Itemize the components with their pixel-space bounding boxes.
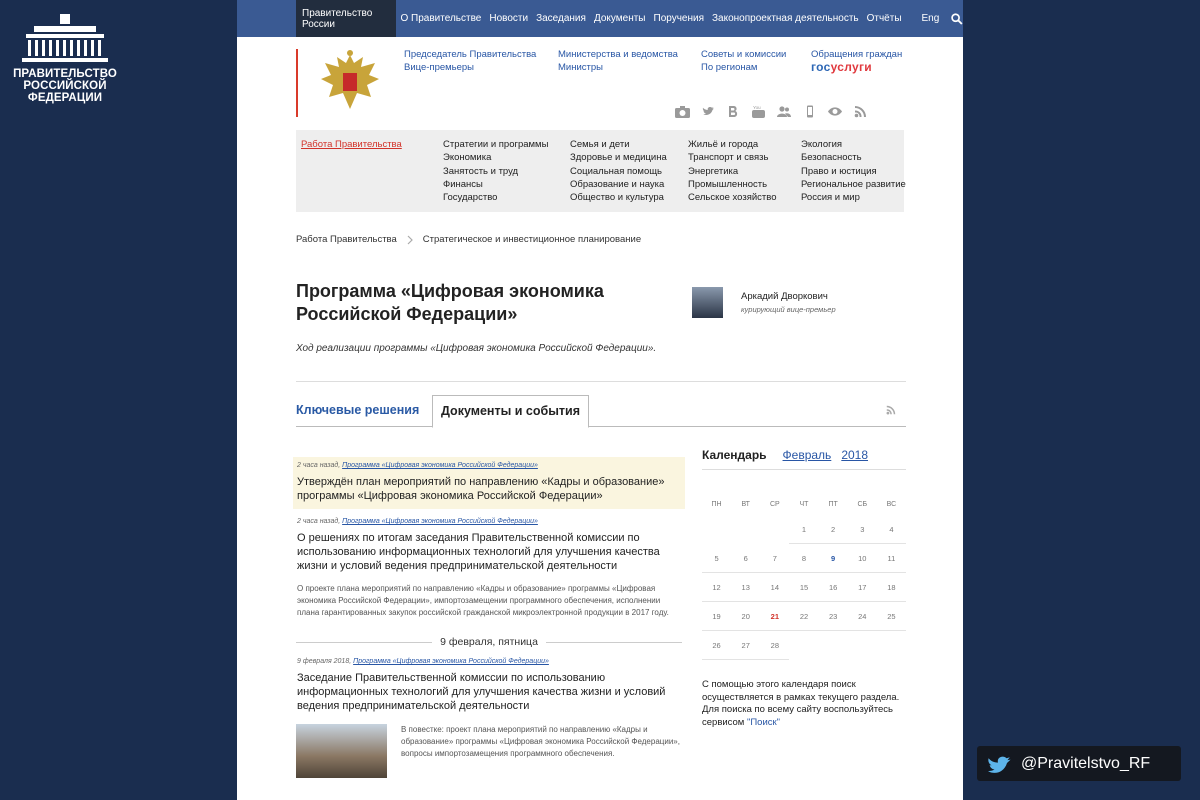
eye-icon[interactable] [828,105,842,118]
news-time: 9 февраля 2018, [297,658,352,665]
calendar-day[interactable]: 7 [760,544,789,573]
gosuslugi-logo-part-2: услуги [830,60,872,74]
curator-block[interactable] [692,287,836,318]
date-separator-line [546,642,682,643]
youtube-icon[interactable] [752,105,765,118]
calendar-day[interactable]: 5 [702,544,731,573]
calendar-day[interactable]: 15 [789,573,818,602]
menu-item[interactable]: Транспорт и связь [688,152,769,164]
menu-col-3 [688,138,777,204]
calendar-day[interactable]: 11 [877,544,906,573]
breadcrumb-item-1[interactable]: Работа Правительства [296,234,397,245]
language-switch[interactable]: Eng [921,13,940,24]
tab-documents-events[interactable]: Документы и события [432,395,589,428]
calendar-note [702,679,906,730]
menu-item[interactable]: Жильё и города [688,139,759,150]
menu-item[interactable]: Безопасность [801,152,862,164]
page-subtitle: Ход реализации программы «Цифровая экономика Российской Федерации». [296,343,657,354]
top-nav [237,0,963,37]
news-title[interactable]: Утверждён план мероприятий по направлению «Кадры и образование» программы «Цифровая экономика Российской Федерации» [297,476,665,502]
menu-item[interactable]: Социальная помощь [570,165,662,177]
news-time: 2 часа назад, [297,518,341,525]
calendar-note-text: С помощью этого календаря поиск осуществляется в рамках текущего раздела. Для поиска по всему сайту воспользуйтесь сервисом [702,679,900,729]
coat-of-arms-icon[interactable] [317,49,383,117]
news-thumbnail[interactable] [296,724,387,778]
calendar-day[interactable]: 27 [731,631,760,660]
calendar-day[interactable]: 20 [731,602,760,631]
header-accent-bar [296,49,298,117]
date-separator [296,636,682,648]
calendar-weekday: ПТ [828,501,838,508]
news-meta [297,518,681,525]
date-separator-label: 9 февраля, пятница [440,636,538,648]
calendar-day[interactable]: 10 [848,544,877,573]
page-title: Программа «Цифровая экономика Российской Федерации» [296,281,604,324]
chevron-right-icon [407,235,413,245]
calendar-day[interactable]: 8 [789,544,818,573]
menu-item[interactable]: Промышленность [688,178,768,190]
calendar-grid [702,495,906,660]
news-body [296,724,682,778]
nav-item-legislation[interactable]: Законопроектная деятельность [712,13,859,24]
calendar-day[interactable]: 14 [760,573,789,602]
camera-icon[interactable] [675,105,690,118]
twitter-badge[interactable] [977,746,1181,781]
menu-item[interactable]: Стратегии и программы [443,139,549,150]
link-councils[interactable]: Советы и комиссии [701,49,787,60]
social-icons [675,105,867,118]
calendar-weekday: ВТ [741,501,750,508]
calendar-weekday: СБ [857,501,868,508]
divider [296,381,906,382]
news-item[interactable] [293,518,685,619]
menu-item[interactable]: Экология [801,139,843,150]
menu-item[interactable]: Региональное развитие [801,178,906,190]
calendar-header [702,448,906,470]
calendar-empty-cell [702,515,731,544]
menu-item[interactable]: Образование и наука [570,178,665,190]
site-header [237,37,963,130]
menu-item-government-work[interactable]: Работа Правительства [301,139,402,150]
news-text: В повестке: проект плана мероприятий по направлению «Кадры и образование» программы «Цифровая экономика Российской Федерации», вопросы импортозамещения программного обеспечения. [401,725,680,758]
rss-icon[interactable] [854,105,867,118]
calendar-day[interactable]: 13 [731,573,760,602]
news-meta [297,658,681,665]
menu-item[interactable]: Финансы [443,178,483,190]
link-ministries[interactable]: Министерства и ведомства [558,49,678,60]
calendar [702,448,906,660]
government-building-icon [22,14,108,62]
news-meta [297,462,681,469]
page-container [237,0,963,800]
calendar-day[interactable]: 16 [819,573,848,602]
menu-item[interactable]: Занятость и труд [443,165,519,177]
curator-role: курирующий вице-премьер [741,305,836,314]
date-separator-line [296,642,432,643]
menu-item[interactable]: Энергетика [688,165,739,177]
rss-icon[interactable] [886,405,896,415]
tab-key-decisions[interactable]: Ключевые решения [296,403,420,417]
calendar-day[interactable]: 9 [819,544,848,573]
calendar-weekday: ЧТ [799,501,809,508]
calendar-day[interactable]: 2 [819,515,848,544]
calendar-day[interactable]: 23 [819,602,848,631]
brand-logo[interactable] [10,14,120,104]
news-item[interactable] [293,658,685,713]
calendar-weekday: ПН [711,501,722,508]
nav-item-orders[interactable]: Поручения [653,13,704,24]
calendar-day[interactable]: 28 [760,631,789,660]
search-service-link[interactable]: "Поиск" [746,717,781,729]
calendar-day[interactable]: 4 [877,515,906,544]
gosuslugi-logo-part-1: гос [811,60,831,74]
menu-item[interactable]: Экономика [443,152,492,164]
menu-col-2 [570,138,667,204]
calendar-month-select[interactable]: Февраль [782,448,832,462]
header-links-col-1 [404,48,536,74]
link-chairman[interactable]: Председатель Правительства [404,49,537,60]
menu-item[interactable]: Государство [443,192,498,204]
nav-item-reports[interactable]: Отчёты [866,13,902,24]
calendar-day[interactable]: 19 [702,602,731,631]
calendar-day[interactable]: 17 [848,573,877,602]
calendar-day[interactable]: 21 [760,602,789,631]
calendar-day[interactable]: 3 [848,515,877,544]
menu-item[interactable]: Общество и культура [570,192,664,204]
calendar-heading: Календарь [702,448,767,462]
header-links-col-2 [558,48,678,74]
calendar-day[interactable]: 24 [848,602,877,631]
header-links-col-3 [701,48,786,74]
link-vice-premiers[interactable]: Вице-премьеры [404,62,475,73]
menu-item[interactable]: Россия и мир [801,192,860,204]
nav-item-documents[interactable]: Документы [593,13,646,24]
news-title[interactable]: О решениях по итогам заседания Правительственной комиссии по использованию информационных технологий для улучшения качества жизни и условий ведения предпринимательской деятельности [297,532,660,572]
news-source-link[interactable]: Программа «Цифровая экономика Российской Федерации» [342,462,538,469]
menu-item[interactable]: Сельское хозяйство [688,192,777,204]
news-title[interactable]: Заседание Правительственной комиссии по использованию информационных технологий для улучшения качества жизни и условий ведения предпринимательской деятельности [297,672,666,712]
twitter-handle: @Pravitelstvo_RF [1021,754,1151,772]
calendar-empty-cell [731,515,760,544]
news-text: О проекте плана мероприятий по направлению «Кадры и образование» программы «Цифровая экономика Российской Федерации», импортозамещении программного обеспечения, исполнении плана гарантированных закупок российской гражданской микроэлектронной продукции в 2017 году. [297,584,669,617]
vk-icon[interactable] [727,105,740,118]
link-citizen-appeals[interactable]: Обращения граждан [811,49,903,60]
menu-item[interactable]: Семья и дети [570,139,630,150]
calendar-year-select[interactable]: 2018 [841,448,869,462]
calendar-day[interactable]: 25 [877,602,906,631]
header-links-col-4 [811,48,902,74]
news-item[interactable] [293,457,685,509]
breadcrumb [296,234,641,245]
brand-line-3: ФЕДЕРАЦИИ [27,92,103,104]
nav-item-about[interactable]: О Правительстве [400,13,482,24]
svg-text:You: You [753,105,761,110]
menu-item[interactable]: Здоровье и медицина [570,152,667,164]
calendar-day[interactable]: 26 [702,631,731,660]
calendar-day[interactable]: 1 [789,515,818,544]
menu-col-4 [801,138,906,204]
news-source-link[interactable]: Программа «Цифровая экономика Российской Федерации» [353,658,549,665]
calendar-day[interactable]: 12 [702,573,731,602]
link-ministers[interactable]: Министры [558,62,603,73]
news-time: 2 часа назад, [297,462,341,469]
twitter-icon[interactable] [702,105,715,118]
menu-item[interactable]: Право и юстиция [801,165,877,177]
twitter-bird-icon [987,753,1013,775]
calendar-weekday: ВС [886,501,897,508]
calendar-weekday: СР [769,501,780,508]
search-icon[interactable] [951,12,963,26]
people-icon[interactable] [777,105,791,118]
section-menu [296,130,904,212]
calendar-empty-cell [760,515,789,544]
curator-name[interactable]: Аркадий Дворкович [741,291,828,302]
link-regions[interactable]: По регионам [701,62,758,73]
calendar-day[interactable]: 18 [877,573,906,602]
tab-bar [296,395,906,427]
news-source-link[interactable]: Программа «Цифровая экономика Российской Федерации» [342,518,538,525]
nav-item-government[interactable]: Правительство России [296,0,396,37]
gosuslugi-logo[interactable] [811,61,902,74]
nav-item-news[interactable]: Новости [489,13,529,24]
breadcrumb-item-2[interactable]: Стратегическое и инвестиционное планирование [422,234,642,245]
nav-item-meetings[interactable]: Заседания [536,13,586,24]
menu-col-1 [443,138,548,204]
mobile-icon[interactable] [803,105,816,118]
brand-line-1: ПРАВИТЕЛЬСТВО [13,68,117,80]
calendar-day[interactable]: 6 [731,544,760,573]
avatar[interactable] [692,287,723,318]
calendar-day[interactable]: 22 [789,602,818,631]
brand-line-2: РОССИЙСКОЙ [23,80,107,92]
